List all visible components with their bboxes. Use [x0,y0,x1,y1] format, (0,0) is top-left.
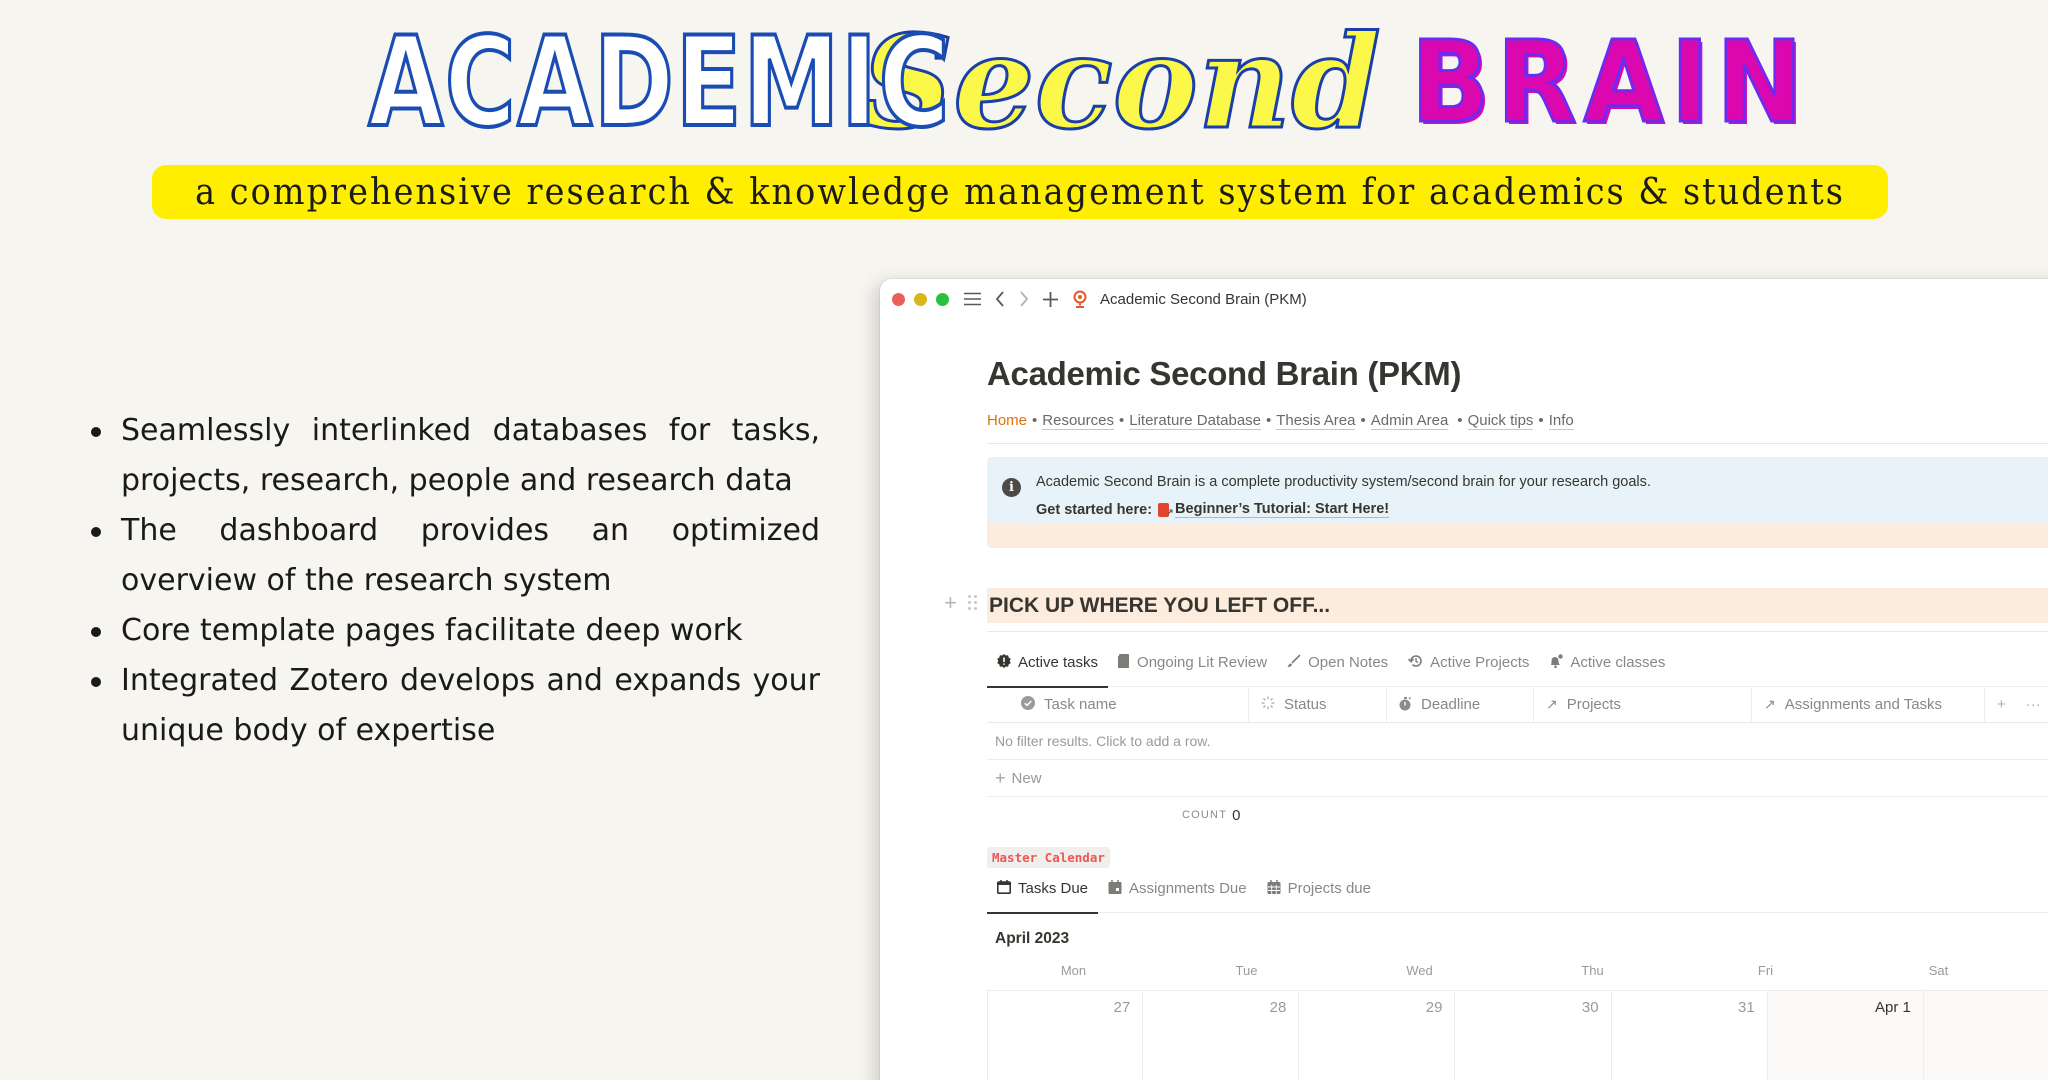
crumb-admin-area[interactable]: Admin Area [1370,412,1449,429]
master-calendar-tag: Master Calendar [987,847,1110,868]
loading-icon [1261,696,1275,713]
tab-open-notes[interactable]: Open Notes [1277,651,1398,687]
tutorial-link[interactable]: Beginner’s Tutorial: Start Here! [1175,501,1390,517]
calendar-weekdays [987,963,2048,987]
calendar-view-tabs [987,877,2048,913]
day-number: 28 [1269,999,1287,1016]
book-icon [1118,654,1130,671]
column-status[interactable]: Status [1249,687,1387,722]
feature-item: Core template pages facilitate deep work [88,606,820,656]
callout-footer [987,523,2048,548]
title-bar [880,279,2048,319]
day-number: 27 [1113,999,1131,1016]
day-number: 29 [1425,999,1443,1016]
add-column-icon[interactable]: + [1997,696,2006,713]
relation-arrow-icon: ↗ [1546,696,1558,712]
plus-icon: + [995,767,1006,788]
tab-ongoing-lit-review[interactable]: Ongoing Lit Review [1108,651,1277,687]
check-circle-icon [1021,696,1035,713]
new-page-icon[interactable] [1043,292,1058,307]
back-icon[interactable] [995,291,1005,307]
tab-projects-due[interactable]: Projects due [1257,877,1381,913]
crumb-thesis-area[interactable]: Thesis Area [1276,412,1356,429]
crumb-resources[interactable]: Resources [1042,412,1114,429]
active-tasks-table [987,687,2048,833]
new-row-button[interactable]: + New [987,760,2048,797]
feature-item: Seamlessly interlinked databases for tasks, projects, research, people and research data [88,406,820,506]
brain-icon [1072,290,1088,308]
calendar-icon [1108,880,1122,897]
calendar-day-cell[interactable] [1924,991,2048,1080]
drag-handle-icon[interactable] [968,595,978,611]
tab-active-projects[interactable]: Active Projects [1398,651,1539,687]
column-actions [1985,687,2048,722]
column-task-name[interactable]: Task name [987,687,1249,722]
calendar-day-cell[interactable] [987,991,1143,1080]
weekday-label: Sat [1928,963,1949,978]
calendar-day-cell[interactable] [1143,991,1299,1080]
page-title: Academic Second Brain (PKM) [987,355,1462,392]
database-view-tabs [987,651,2048,687]
tab-active-tasks[interactable]: Active tasks [987,651,1108,687]
subtitle-text: a comprehensive research & knowledge management system for academics & students [195,171,1845,213]
tab-tasks-due[interactable]: Tasks Due [987,877,1098,913]
calendar-month: April 2023 [995,930,1070,947]
column-deadline[interactable]: Deadline [1387,687,1534,722]
crumb-literature-database[interactable]: Literature Database [1129,412,1261,429]
hero-word-academic: ACADEMIC [368,11,951,155]
tab-active-classes[interactable]: Active classes [1539,651,1675,687]
weekday-label: Tue [1235,963,1258,978]
forward-icon[interactable] [1019,291,1029,307]
count-value: 0 [1232,806,1241,824]
day-number: 30 [1581,999,1599,1016]
minimize-window-button[interactable] [914,293,927,306]
calendar-day-cell[interactable] [1612,991,1768,1080]
table-header [987,687,2048,723]
calendar-day-cell[interactable] [1768,991,1924,1080]
alert-badge-icon [997,654,1011,671]
breadcrumb: Home • Resources • Literature Database • Thesis Area • Admin Area • Quick tips • Info [987,412,1574,429]
info-icon: i [1002,478,1021,497]
app-window [880,279,2048,1080]
bell-icon [1549,654,1563,671]
crumb-info[interactable]: Info [1548,412,1574,429]
menu-icon[interactable] [964,292,981,306]
count-label: COUNT [1182,809,1228,821]
calendar-icon [997,880,1011,897]
section-heading-block [987,588,2048,623]
window-title: Academic Second Brain (PKM) [1100,290,1307,308]
calendar-grid [987,990,2048,1080]
callout-get-started [1036,501,1389,518]
calendar-day-cell[interactable] [1299,991,1455,1080]
crumb-quick-tips[interactable]: Quick tips [1467,412,1534,429]
section-heading: PICK UP WHERE YOU LEFT OFF... [989,594,1331,617]
hero-word-brain: BRAIN [1410,18,1810,148]
weekday-label: Wed [1406,963,1433,978]
divider [987,443,2048,444]
relation-arrow-icon: ↗ [1764,696,1776,712]
add-block-icon[interactable]: + [944,590,957,615]
maximize-window-button[interactable] [936,293,949,306]
more-options-icon[interactable]: ··· [2025,696,2041,713]
feature-list [88,406,820,756]
count-footer[interactable] [987,797,2048,833]
divider [987,631,2048,632]
weekday-label: Fri [1757,963,1774,978]
book-link-icon [1158,503,1169,517]
feature-item: Integrated Zotero develops and expands your unique body of expertise [88,656,820,756]
calendar-day-cell[interactable] [1455,991,1611,1080]
get-started-label: Get started here: [1036,501,1153,518]
calendar-grid-icon [1267,880,1281,897]
column-projects[interactable]: ↗ Projects [1534,687,1752,722]
tab-assignments-due[interactable]: Assignments Due [1098,877,1257,913]
weekday-label: Mon [1060,963,1087,978]
empty-results-row[interactable]: No filter results. Click to add a row. [987,723,2048,760]
column-assignments-and-tasks[interactable]: ↗ Assignments and Tasks [1752,687,1985,722]
stopwatch-icon [1399,696,1412,714]
callout-text: Academic Second Brain is a complete productivity system/second brain for your research goals. [1036,474,1651,490]
close-window-button[interactable] [892,293,905,306]
day-number: 31 [1738,999,1755,1016]
day-number: Apr 1 [1875,999,1911,1016]
hero-title [0,8,2048,158]
brush-icon [1287,654,1301,671]
weekday-label: Thu [1581,963,1604,978]
crumb-home[interactable]: Home [987,412,1028,429]
hero-word-second: Second [860,8,1381,158]
feature-item: The dashboard provides an optimized overview of the research system [88,506,820,606]
history-icon [1408,654,1423,671]
subtitle-banner [152,165,1888,219]
info-callout [987,457,2048,548]
